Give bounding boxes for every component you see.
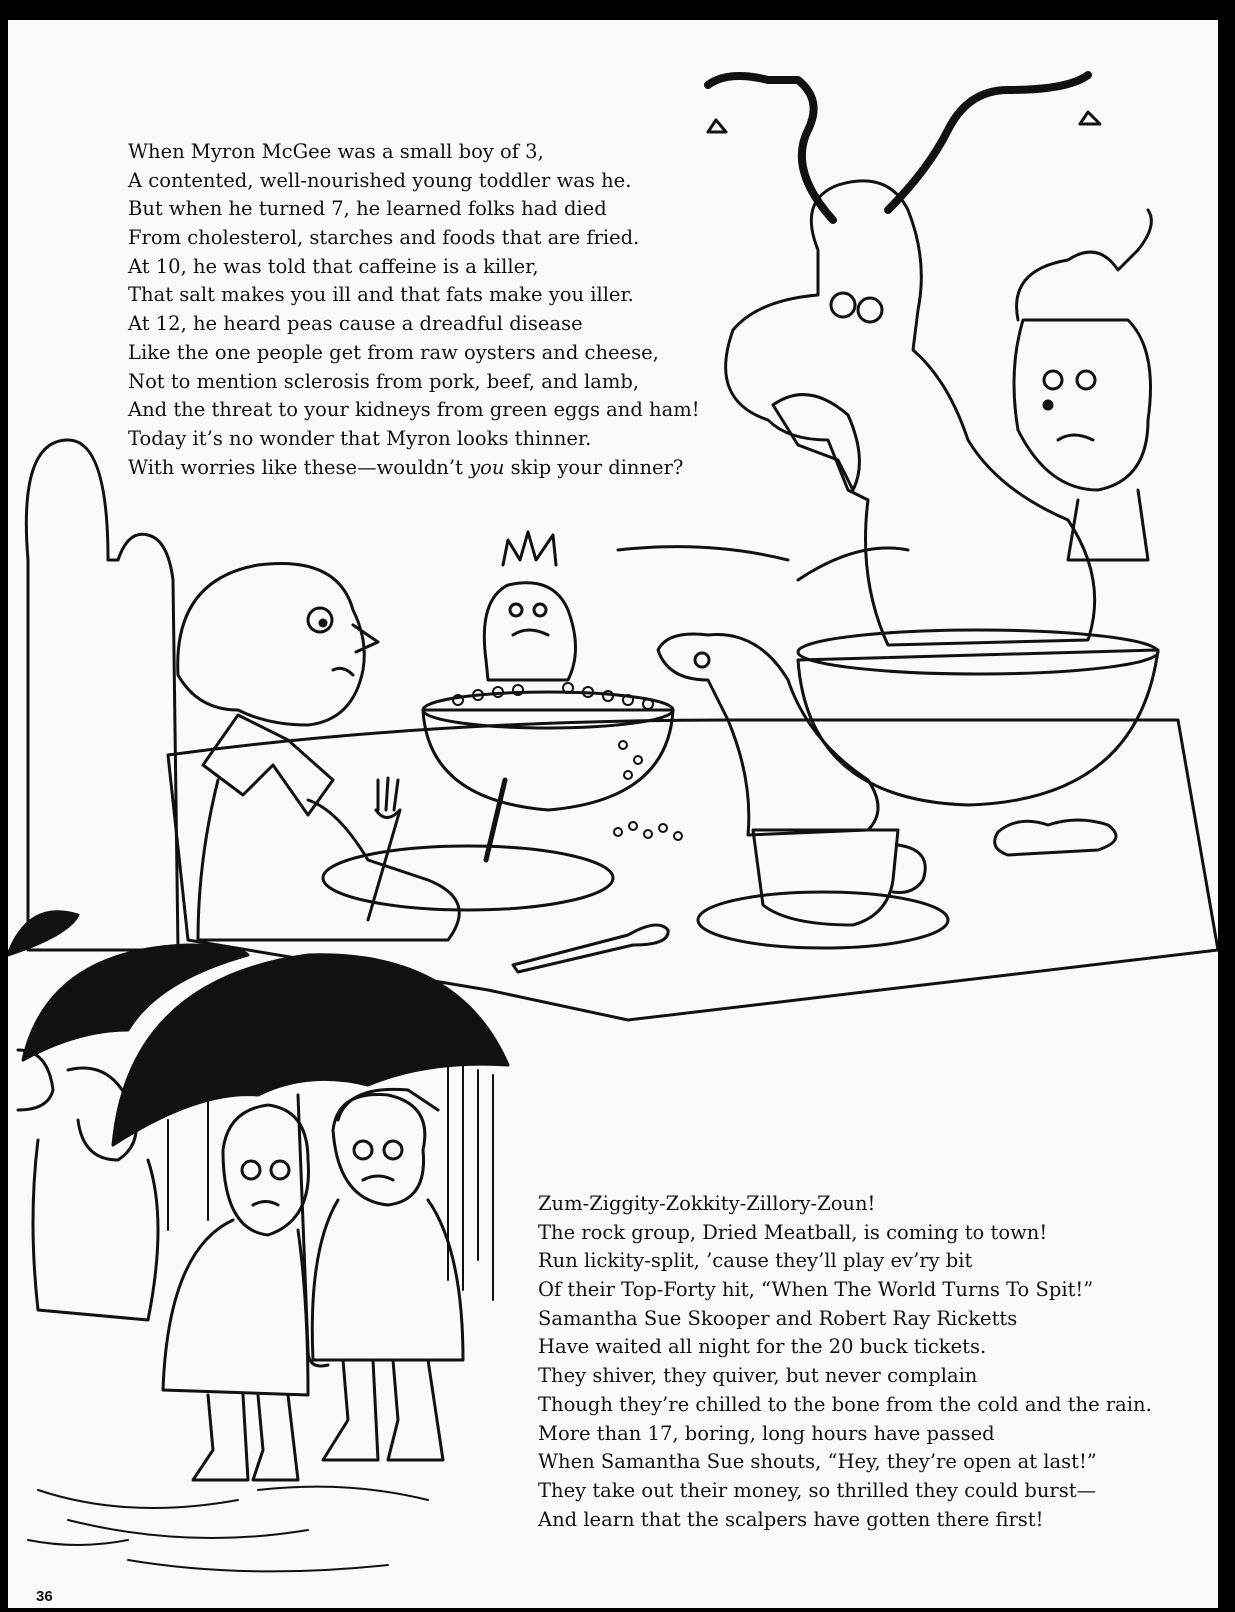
boy-illustration	[178, 563, 505, 940]
poem-line: Like the one people get from raw oysters and cheese,	[128, 340, 659, 364]
girl-illustration	[163, 1105, 309, 1395]
poem-line: At 12, he heard peas cause a dreadful disease	[128, 312, 583, 336]
poem-line: When Samantha Sue shouts, “Hey, they’re open at last!”	[538, 1450, 1097, 1474]
magazine-page	[8, 20, 1218, 1608]
poem-line: Samantha Sue Skooper and Robert Ray Ricketts	[538, 1306, 1018, 1330]
grouch-creature-illustration	[1014, 210, 1151, 560]
poem-line: Have waited all night for the 20 buck tickets.	[538, 1335, 987, 1359]
poem-line: Run lickity-split, ’cause they’ll play ev’ry bit	[538, 1249, 973, 1273]
rain-crowd-illustration	[8, 912, 508, 1572]
poem-line: Zum-Ziggity-Zokkity-Zillory-Zoun!	[538, 1192, 876, 1215]
poem-line-last	[128, 454, 700, 483]
poem-line: The rock group, Dried Meatball, is coming to town!	[538, 1220, 1048, 1244]
poem-line-end: skip your dinner?	[504, 455, 684, 479]
poem-line: Of their Top-Forty hit, “When The World Turns To Spit!”	[538, 1278, 1094, 1302]
poem-line: And the threat to your kidneys from green eggs and ham!	[128, 398, 700, 422]
poem-myron-mcgee	[128, 138, 700, 482]
peas-bowl-illustration	[423, 532, 682, 840]
poem-line: A contented, well-nourished young toddler was he.	[128, 168, 632, 192]
poem-line: From cholesterol, starches and foods that are fried.	[128, 226, 640, 250]
poem-line: And learn that the scalpers have gotten there first!	[538, 1507, 1044, 1531]
plate-illustration	[323, 846, 613, 910]
page-number: 36	[36, 1588, 53, 1605]
poem-line: They shiver, they quiver, but never complain	[538, 1364, 978, 1388]
poem-line-start: With worries like these—wouldn’t	[128, 455, 470, 479]
poem-emphasis: you	[469, 455, 505, 479]
chair-illustration	[26, 440, 178, 950]
poem-line: That salt makes you ill and that fats make you iller.	[128, 283, 634, 307]
poem-line: More than 17, boring, long hours have passed	[538, 1421, 995, 1445]
teacup-creature-illustration	[658, 634, 948, 948]
poem-line: Though they’re chilled to the bone from the cold and the rain.	[538, 1392, 1152, 1416]
poem-line: When Myron McGee was a small boy of 3,	[128, 140, 544, 163]
poem-dried-meatball	[538, 1190, 1152, 1534]
spoon-illustration	[513, 925, 668, 972]
poem-line: At 10, he was told that caffeine is a killer,	[128, 254, 539, 278]
poem-line: Today it’s no wonder that Myron looks thinner.	[128, 426, 592, 450]
poem-line: Not to mention sclerosis from pork, beef, and lamb,	[128, 369, 640, 393]
poem-line: But when he turned 7, he learned folks had died	[128, 197, 607, 221]
poem-line: They take out their money, so thrilled they could burst—	[538, 1478, 1097, 1502]
